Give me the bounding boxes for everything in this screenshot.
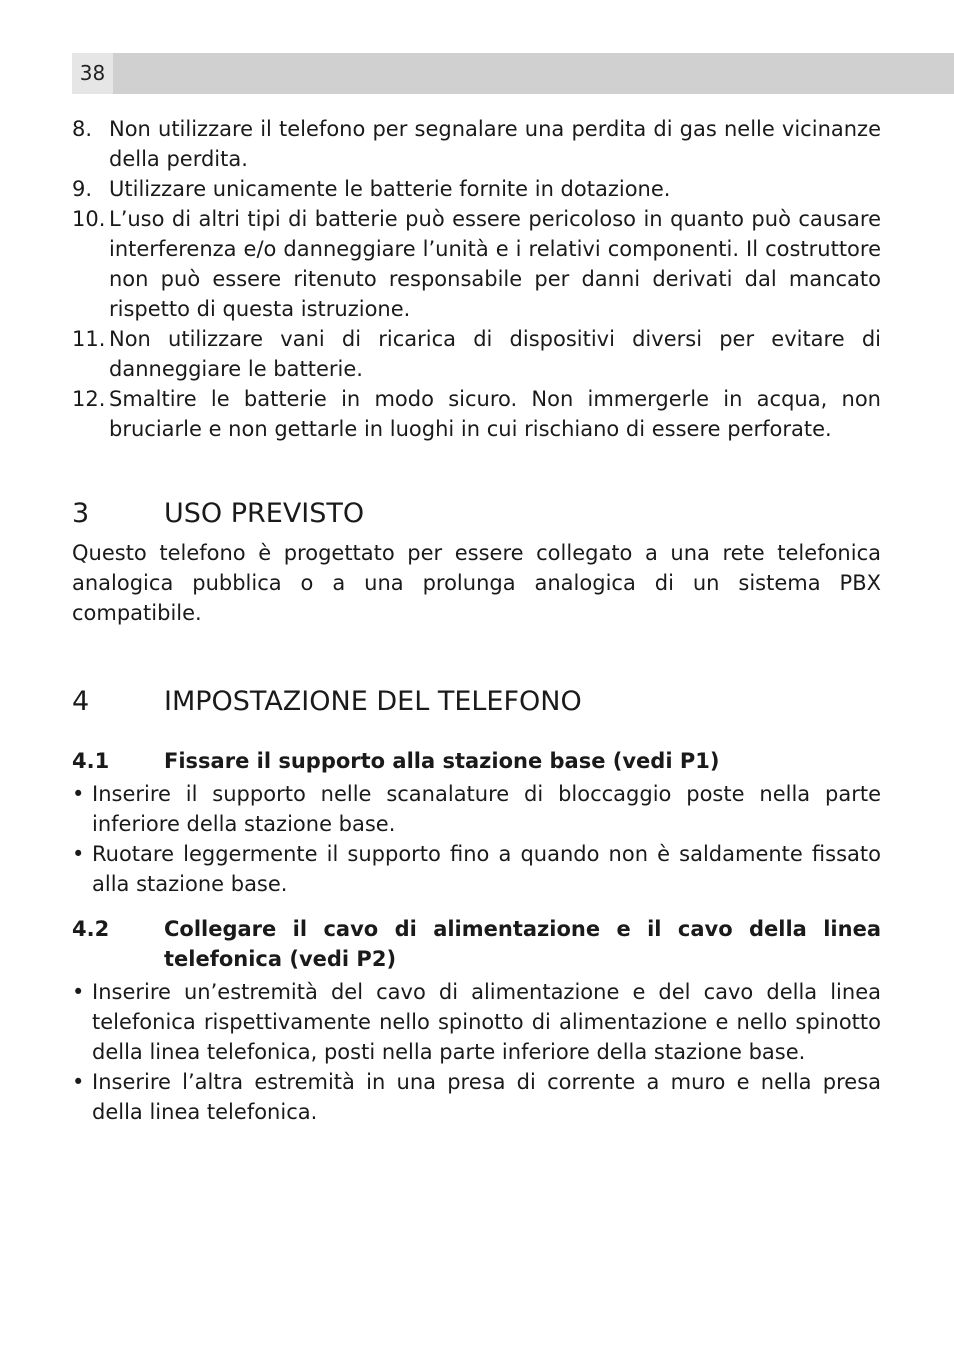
list-item-number: 8.: [72, 117, 93, 141]
bullet-item: [72, 977, 881, 1067]
list-item: [72, 114, 881, 174]
subsection-heading-4-1: [72, 746, 881, 776]
list-item: [72, 324, 881, 384]
bullet-text: Inserire un’estremità del cavo di alimentazione e del cavo della linea telefonica rispettivamente nello spinotto di alimentazione e nello spinotto della linea telefonica, posti nella parte inferiore della stazione base.: [92, 980, 881, 1064]
list-item-number: 11.: [72, 327, 106, 351]
subsection-heading-4-2: [72, 914, 881, 974]
section-heading-uso-previsto: [72, 498, 881, 530]
safety-list: [72, 114, 881, 444]
section-body: Questo telefono è progettato per essere collegato a una rete telefonica analogica pubblica o a una prolunga analogica di un sistema PBX compatibile.: [72, 541, 881, 625]
bullet-text: Inserire il supporto nelle scanalature di bloccaggio poste nella parte inferiore della stazione base.: [92, 782, 881, 836]
bullet-icon: •: [72, 1070, 85, 1094]
bullet-item: [72, 839, 881, 899]
bullet-list: [72, 977, 881, 1127]
list-item-number: 10.: [72, 207, 106, 231]
section-title: IMPOSTAZIONE DEL TELEFONO: [164, 686, 582, 717]
bullet-icon: •: [72, 842, 85, 866]
bullet-icon: •: [72, 980, 85, 1004]
section-title: USO PREVISTO: [164, 498, 365, 529]
list-item: [72, 204, 881, 324]
bullet-text: Inserire l’altra estremità in una presa di corrente a muro e nella presa della linea telefonica.: [92, 1070, 881, 1124]
section-heading-impostazione: [72, 686, 881, 718]
list-item: [72, 384, 881, 444]
subsection-number: 4.2: [72, 917, 110, 941]
header-bar: [72, 53, 954, 94]
list-item-text: Non utilizzare vani di ricarica di dispositivi diversi per evitare di danneggiare le batterie.: [109, 327, 881, 381]
bullet-item: [72, 1067, 881, 1127]
list-item-text: Utilizzare unicamente le batterie fornite in dotazione.: [109, 177, 671, 201]
bullet-icon: •: [72, 782, 85, 806]
section-number: 3: [72, 498, 90, 529]
page-number: 38: [72, 53, 113, 94]
list-item-text: Non utilizzare il telefono per segnalare una perdita di gas nelle vicinanze della perdita.: [109, 117, 881, 171]
bullet-item: [72, 779, 881, 839]
list-item: [72, 174, 881, 204]
list-item-text: L’uso di altri tipi di batterie può essere pericoloso in quanto può causare interferenza e/o danneggiare l’unità e i relativi componenti. Il costruttore non può essere ritenuto responsabile per danni derivati dal mancato rispetto di questa istruzione.: [109, 207, 881, 321]
subsection-title: Collegare il cavo di alimentazione e il cavo della linea telefonica (vedi P2): [164, 917, 881, 971]
section-number: 4: [72, 686, 90, 717]
list-item-text: Smaltire le batterie in modo sicuro. Non immergerle in acqua, non bruciarle e non gettarle in luoghi in cui rischiano di essere perforate.: [109, 387, 881, 441]
list-item-number: 12.: [72, 387, 106, 411]
page-content: [72, 114, 881, 1127]
bullet-list: [72, 779, 881, 899]
list-item-number: 9.: [72, 177, 93, 201]
subsection-number: 4.1: [72, 749, 110, 773]
bullet-text: Ruotare leggermente il supporto fino a quando non è saldamente fissato alla stazione base.: [92, 842, 881, 896]
subsection-title: Fissare il supporto alla stazione base (vedi P1): [164, 749, 720, 773]
